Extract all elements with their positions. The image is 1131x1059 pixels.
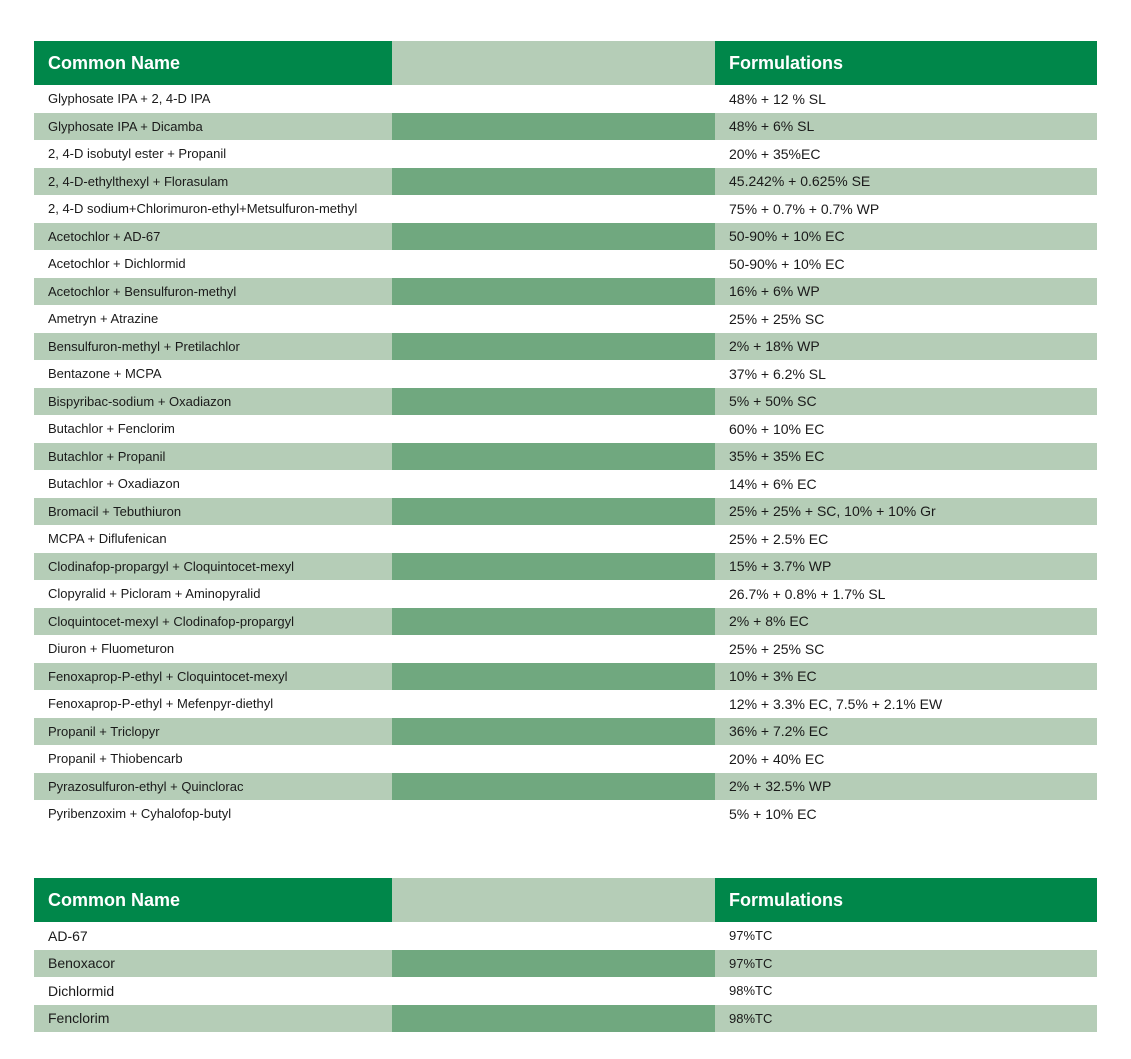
header-spacer (392, 878, 715, 922)
cell-common-name: Glyphosate IPA + Dicamba (34, 113, 392, 141)
cell-spacer (392, 113, 715, 141)
cell-formulation: 25% + 25% + SC, 10% + 10% Gr (715, 498, 1097, 526)
cell-formulation: 2% + 18% WP (715, 333, 1097, 361)
cell-formulation: 14% + 6% EC (715, 470, 1097, 498)
cell-common-name: Pyribenzoxim + Cyhalofop-butyl (34, 800, 392, 828)
cell-formulation: 20% + 40% EC (715, 745, 1097, 773)
cell-formulation: 48% + 6% SL (715, 113, 1097, 141)
cell-formulation: 25% + 25% SC (715, 635, 1097, 663)
cell-spacer (392, 470, 715, 498)
cell-formulation: 37% + 6.2% SL (715, 360, 1097, 388)
cell-spacer (392, 140, 715, 168)
cell-spacer (392, 415, 715, 443)
cell-spacer (392, 663, 715, 691)
safener-technical-table (34, 878, 1097, 1032)
cell-formulation: 60% + 10% EC (715, 415, 1097, 443)
cell-formulation: 15% + 3.7% WP (715, 553, 1097, 581)
cell-formulation: 2% + 8% EC (715, 608, 1097, 636)
header-spacer (392, 41, 715, 85)
cell-common-name: Butachlor + Oxadiazon (34, 470, 392, 498)
cell-common-name: Clodinafop-propargyl + Cloquintocet-mexyl (34, 553, 392, 581)
cell-common-name: Benoxacor (34, 950, 392, 978)
cell-formulation: 50-90% + 10% EC (715, 223, 1097, 251)
cell-spacer (392, 360, 715, 388)
cell-formulation: 26.7% + 0.8% + 1.7% SL (715, 580, 1097, 608)
cell-spacer (392, 608, 715, 636)
cell-spacer (392, 250, 715, 278)
cell-common-name: Ametryn + Atrazine (34, 305, 392, 333)
cell-spacer (392, 388, 715, 416)
cell-common-name: MCPA + Diflufenican (34, 525, 392, 553)
cell-spacer (392, 498, 715, 526)
cell-common-name: Bispyribac-sodium + Oxadiazon (34, 388, 392, 416)
header-common-name: Common Name (34, 41, 392, 85)
cell-spacer (392, 800, 715, 828)
cell-spacer (392, 1005, 715, 1033)
cell-formulation: 5% + 10% EC (715, 800, 1097, 828)
cell-common-name: Bentazone + MCPA (34, 360, 392, 388)
cell-formulation: 75% + 0.7% + 0.7% WP (715, 195, 1097, 223)
header-formulations: Formulations (715, 41, 1097, 85)
cell-formulation: 10% + 3% EC (715, 663, 1097, 691)
cell-common-name: Clopyralid + Picloram + Aminopyralid (34, 580, 392, 608)
cell-formulation: 2% + 32.5% WP (715, 773, 1097, 801)
cell-formulation: 97%TC (715, 922, 1097, 950)
cell-common-name: 2, 4-D isobutyl ester + Propanil (34, 140, 392, 168)
cell-spacer (392, 922, 715, 950)
cell-spacer (392, 580, 715, 608)
cell-spacer (392, 718, 715, 746)
cell-common-name: Propanil + Triclopyr (34, 718, 392, 746)
cell-spacer (392, 443, 715, 471)
cell-common-name: AD-67 (34, 922, 392, 950)
cell-common-name: Fenoxaprop-P-ethyl + Mefenpyr-diethyl (34, 690, 392, 718)
cell-common-name: Butachlor + Propanil (34, 443, 392, 471)
header-formulations: Formulations (715, 878, 1097, 922)
cell-spacer (392, 195, 715, 223)
cell-spacer (392, 977, 715, 1005)
cell-spacer (392, 278, 715, 306)
cell-common-name: Pyrazosulfuron-ethyl + Quinclorac (34, 773, 392, 801)
cell-spacer (392, 745, 715, 773)
cell-common-name: 2, 4-D-ethylthexyl + Florasulam (34, 168, 392, 196)
cell-spacer (392, 525, 715, 553)
cell-spacer (392, 690, 715, 718)
cell-spacer (392, 950, 715, 978)
cell-formulation: 25% + 2.5% EC (715, 525, 1097, 553)
cell-spacer (392, 85, 715, 113)
cell-spacer (392, 223, 715, 251)
cell-spacer (392, 553, 715, 581)
cell-spacer (392, 333, 715, 361)
cell-spacer (392, 773, 715, 801)
cell-spacer (392, 305, 715, 333)
cell-formulation: 48% + 12 % SL (715, 85, 1097, 113)
cell-common-name: Acetochlor + Bensulfuron-methyl (34, 278, 392, 306)
cell-formulation: 36% + 7.2% EC (715, 718, 1097, 746)
cell-formulation: 98%TC (715, 977, 1097, 1005)
cell-formulation: 12% + 3.3% EC, 7.5% + 2.1% EW (715, 690, 1097, 718)
herbicide-mixtures-table (34, 41, 1097, 828)
cell-common-name: Diuron + Fluometuron (34, 635, 392, 663)
cell-formulation: 25% + 25% SC (715, 305, 1097, 333)
cell-common-name: Acetochlor + Dichlormid (34, 250, 392, 278)
cell-formulation: 35% + 35% EC (715, 443, 1097, 471)
cell-common-name: Propanil + Thiobencarb (34, 745, 392, 773)
cell-common-name: Fenclorim (34, 1005, 392, 1033)
cell-common-name: Butachlor + Fenclorim (34, 415, 392, 443)
cell-formulation: 45.242% + 0.625% SE (715, 168, 1097, 196)
cell-formulation: 20% + 35%EC (715, 140, 1097, 168)
cell-spacer (392, 635, 715, 663)
cell-spacer (392, 168, 715, 196)
cell-common-name: Dichlormid (34, 977, 392, 1005)
cell-formulation: 50-90% + 10% EC (715, 250, 1097, 278)
cell-common-name: 2, 4-D sodium+Chlorimuron-ethyl+Metsulfuron-methyl (34, 195, 392, 223)
cell-common-name: Acetochlor + AD-67 (34, 223, 392, 251)
cell-formulation: 97%TC (715, 950, 1097, 978)
cell-formulation: 5% + 50% SC (715, 388, 1097, 416)
header-common-name: Common Name (34, 878, 392, 922)
cell-formulation: 98%TC (715, 1005, 1097, 1033)
cell-common-name: Bromacil + Tebuthiuron (34, 498, 392, 526)
cell-common-name: Bensulfuron-methyl + Pretilachlor (34, 333, 392, 361)
cell-common-name: Fenoxaprop-P-ethyl + Cloquintocet-mexyl (34, 663, 392, 691)
cell-common-name: Glyphosate IPA + 2, 4-D IPA (34, 85, 392, 113)
cell-common-name: Cloquintocet-mexyl + Clodinafop-propargyl (34, 608, 392, 636)
cell-formulation: 16% + 6% WP (715, 278, 1097, 306)
